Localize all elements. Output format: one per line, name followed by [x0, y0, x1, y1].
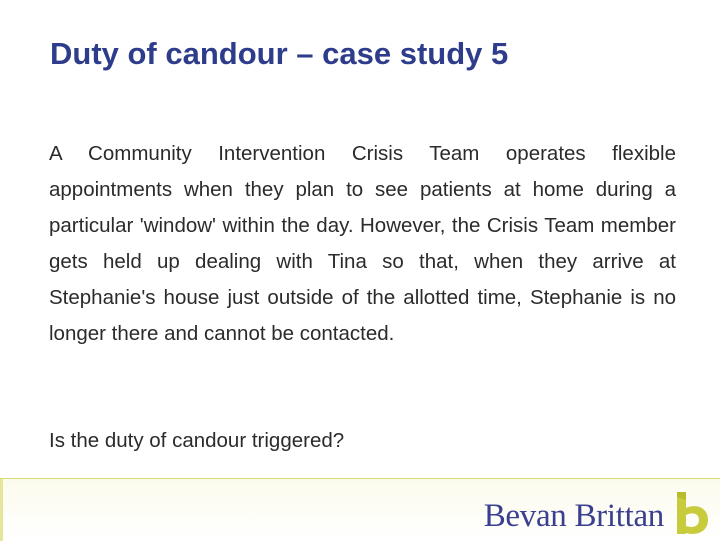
bevan-brittan-b-mark-icon	[674, 492, 710, 536]
case-study-question: Is the duty of candour triggered?	[49, 429, 345, 452]
logo-wordmark: Bevan Brittan	[483, 498, 664, 534]
case-study-paragraph: A Community Intervention Crisis Team operates flexible appointments when they plan to see patients at home during a particular 'window' within the day. However, the Crisis Team member gets held up dealing with Tina so that, when they arrive at Stephanie's house just outside of the allotted time, Stephanie is no longer there and cannot be contacted.	[49, 142, 676, 345]
footer-band	[0, 478, 720, 541]
company-logo	[484, 488, 710, 536]
footer-accent	[0, 479, 3, 541]
slide-title: Duty of candour – case study 5	[50, 36, 509, 71]
